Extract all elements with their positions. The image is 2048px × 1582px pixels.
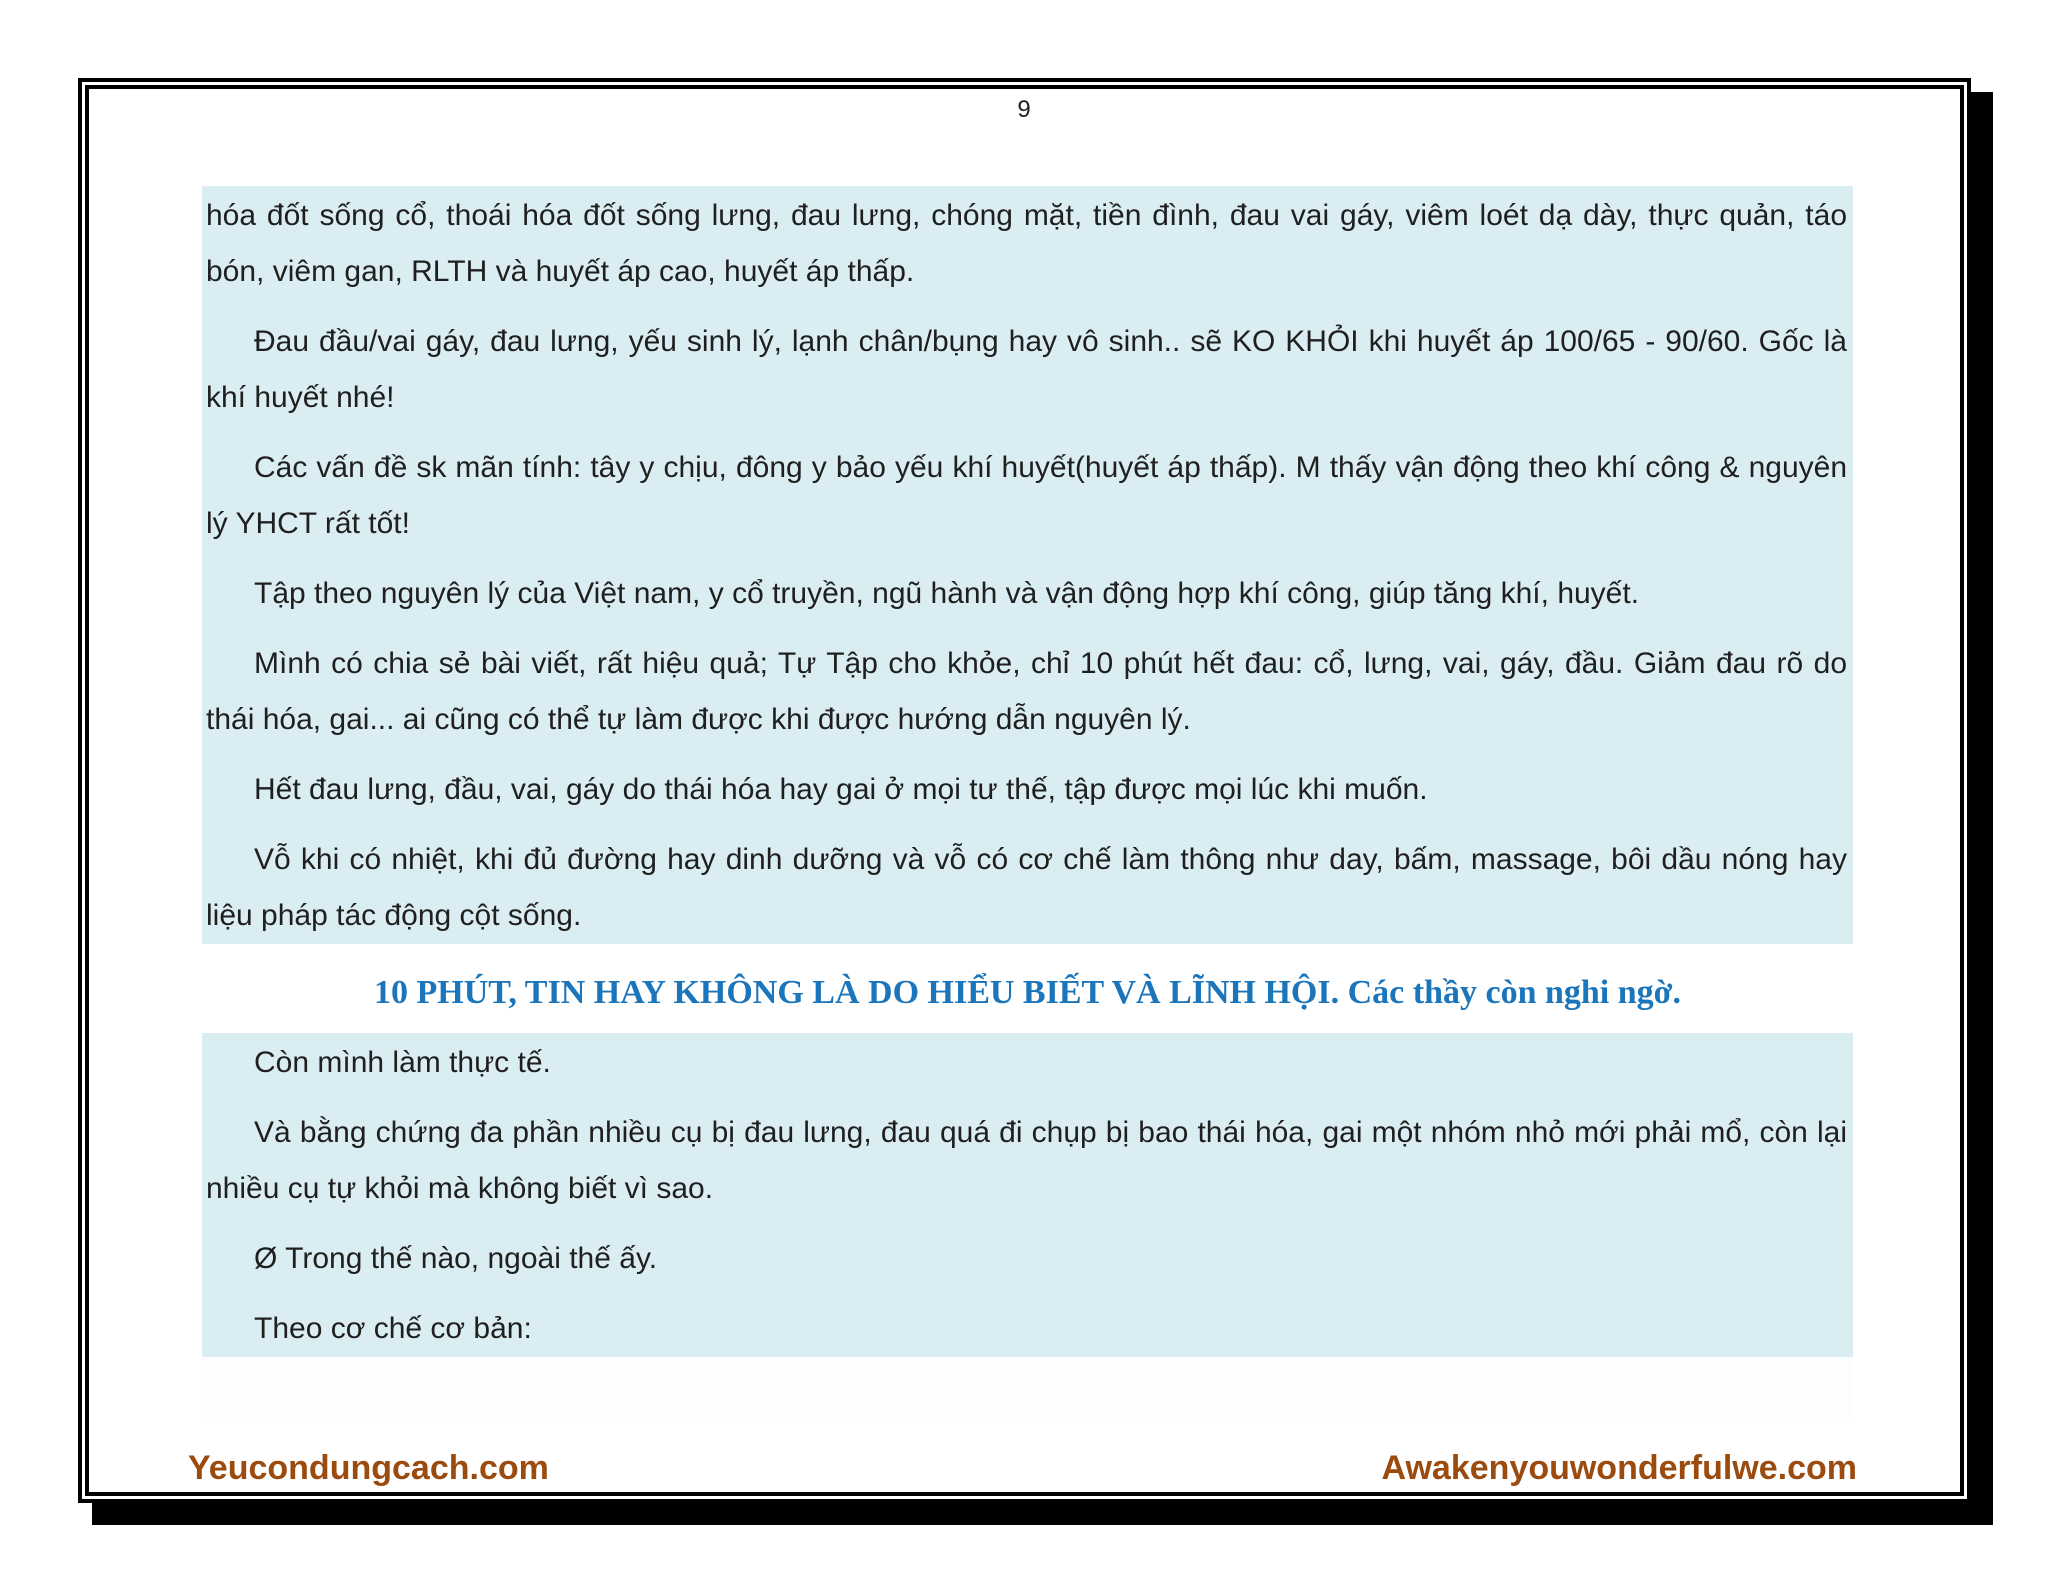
paragraph: Theo cơ chế cơ bản: (254, 1312, 532, 1345)
blank-band (202, 1357, 1853, 1417)
paragraph: Ø Trong thế nào, ngoài thế ấy. (254, 1242, 658, 1275)
footer-link-right[interactable]: Awakenyouwonderfulwe.com (1381, 1449, 1857, 1487)
paragraph: Tập theo nguyên lý của Việt nam, y cổ truyền, ngũ hành và vận động hợp khí công, giúp tăng khí, huyết. (254, 577, 1640, 610)
paragraph: Mình có chia sẻ bài viết, rất hiệu quả; Tự Tập cho khỏe, chỉ 10 phút hết đau: cổ, lưng, vai, gáy, đầu. Giảm đau rõ do thái hóa, gai... ai cũng có thể tự làm được khi được hướng dẫn nguyên lý. (206, 647, 1847, 736)
paragraph: hóa đốt sống cổ, thoái hóa đốt sống lưng, đau lưng, chóng mặt, tiền đình, đau vai gáy, viêm loét dạ dày, thực quản, táo bón, viêm gan, RLTH và huyết áp cao, huyết áp thấp. (206, 199, 1847, 288)
paragraph: Đau đầu/vai gáy, đau lưng, yếu sinh lý, lạnh chân/bụng hay vô sinh.. sẽ KO KHỎI khi huyết áp 100/65 - 90/60. Gốc là khí huyết nhé! (206, 325, 1847, 414)
paragraph: Các vấn đề sk mãn tính: tây y chịu, đông y bảo yếu khí huyết(huyết áp thấp). M thấy vận động theo khí công & nguyên lý YHCT rất tốt! (206, 451, 1847, 540)
page-number: 9 (1017, 96, 1031, 123)
paragraph: Hết đau lưng, đầu, vai, gáy do thái hóa hay gai ở mọi tư thế, tập được mọi lúc khi muốn. (254, 773, 1428, 806)
highlighted-text-block-2 (202, 1033, 1853, 1357)
paragraph: Vỗ khi có nhiệt, khi đủ đường hay dinh dưỡng và vỗ có cơ chế làm thông như day, bấm, massage, bôi dầu nóng hay liệu pháp tác động cột sống. (206, 843, 1847, 932)
footer-link-left[interactable]: Yeucondungcach.com (188, 1449, 549, 1487)
paragraph: Và bằng chứng đa phần nhiều cụ bị đau lưng, đau quá đi chụp bị bao thái hóa, gai một nhóm nhỏ mới phải mổ, còn lại nhiều cụ tự khỏi mà không biết vì sao. (206, 1116, 1847, 1205)
section-heading: 10 PHÚT, TIN HAY KHÔNG LÀ DO HIỂU BIẾT VÀ LĨNH HỘI. Các thầy còn nghi ngờ. (374, 974, 1681, 1011)
paragraph: Còn mình làm thực tế. (254, 1046, 551, 1079)
highlighted-text-block-1 (202, 186, 1853, 944)
